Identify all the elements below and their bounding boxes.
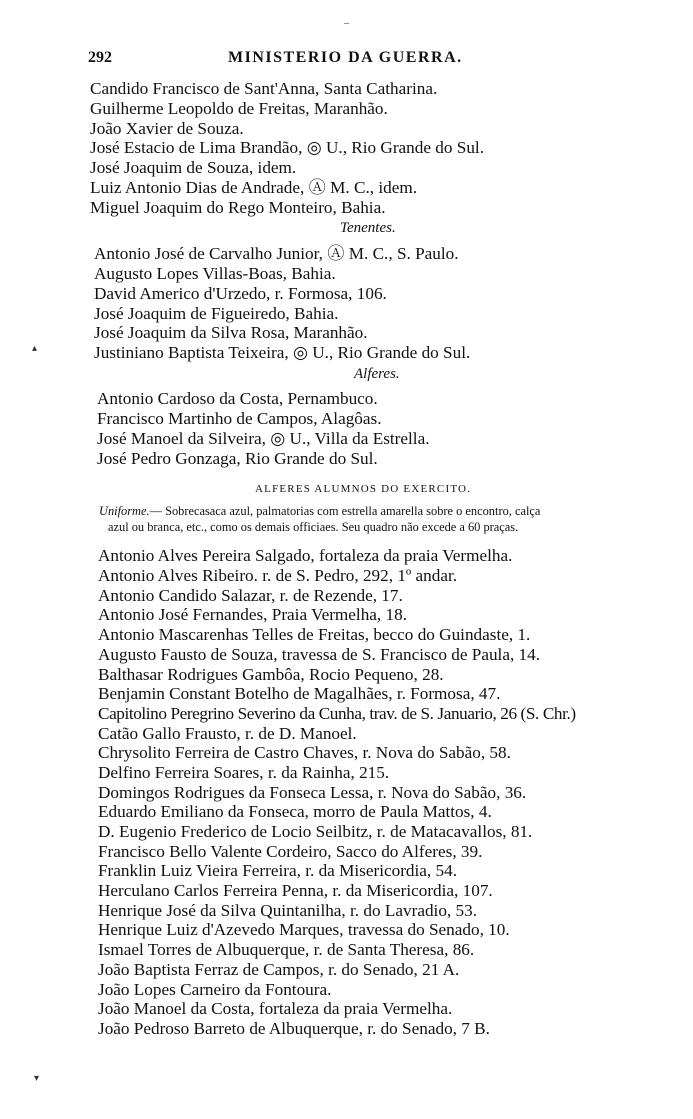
list-item: José Joaquim de Figueiredo, Bahia. — [94, 304, 339, 323]
section-heading-alferes: Alferes. — [354, 366, 400, 382]
list-item: José Manoel da Silveira, ◎ U., Villa da Estrella. — [97, 429, 430, 448]
section-heading-alumnos: ALFERES ALUMNOS DO EXERCITO. — [255, 483, 472, 495]
list-item: Eduardo Emiliano da Fonseca, morro de Paula Mattos, 4. — [98, 802, 492, 821]
page-number: 292 — [88, 49, 112, 66]
list-item: Antonio Candido Salazar, r. de Rezende, 17. — [98, 586, 403, 605]
list-item: João Pedroso Barreto de Albuquerque, r. do Senado, 7 B. — [98, 1019, 490, 1038]
list-item: Catão Gallo Frausto, r. de D. Manoel. — [98, 724, 357, 743]
list-item: José Joaquim de Souza, idem. — [90, 158, 297, 177]
list-item: João Manoel da Costa, fortaleza da praia Vermelha. — [98, 999, 453, 1018]
list-item: Francisco Martinho de Campos, Alagôas. — [97, 409, 382, 428]
section-heading-tenentes: Tenentes. — [340, 220, 396, 236]
page-header — [88, 49, 668, 71]
list-item: João Baptista Ferraz de Campos, r. do Senado, 21 A. — [98, 960, 460, 979]
list-item: Guilherme Leopoldo de Freitas, Maranhão. — [90, 99, 388, 118]
list-item: João Lopes Carneiro da Fontoura. — [98, 980, 332, 999]
list-item: Augusto Lopes Villas-Boas, Bahia. — [94, 264, 336, 283]
list-item: Antonio Alves Pereira Salgado, fortaleza da praia Vermelha. — [98, 546, 513, 565]
list-item: Miguel Joaquim do Rego Monteiro, Bahia. — [90, 198, 386, 217]
list-item: Henrique José da Silva Quintanilha, r. do Lavradio, 53. — [98, 901, 477, 920]
list-item: Herculano Carlos Ferreira Penna, r. da Misericordia, 107. — [98, 881, 493, 900]
list-item: Antonio Cardoso da Costa, Pernambuco. — [97, 389, 378, 408]
uniform-text-1: — Sobrecasaca azul, palmatorias com estrella amarella sobre o encontro, calça — [149, 504, 541, 518]
list-item: Antonio Mascarenhas Telles de Freitas, becco do Guindaste, 1. — [98, 625, 531, 644]
list-item: Justiniano Baptista Teixeira, ◎ U., Rio Grande do Sul. — [94, 343, 471, 362]
list-item: Luiz Antonio Dias de Andrade, Ⓐ M. C., idem. — [90, 178, 417, 197]
list-item: Antonio Alves Ribeiro. r. de S. Pedro, 292, 1º andar. — [98, 566, 458, 585]
list-item: David Americo d'Urzedo, r. Formosa, 106. — [94, 284, 387, 303]
list-item: Candido Francisco de Sant'Anna, Santa Catharina. — [90, 79, 438, 98]
list-item: José Joaquim da Silva Rosa, Maranhão. — [94, 323, 368, 342]
uniform-label: Uniforme. — [99, 504, 150, 518]
list-item: Francisco Bello Valente Cordeiro, Sacco do Alferes, 39. — [98, 842, 483, 861]
list-item: Augusto Fausto de Souza, travessa de S. Francisco de Paula, 14. — [98, 645, 541, 664]
list-item: Antonio José de Carvalho Junior, Ⓐ M. C., S. Paulo. — [94, 244, 459, 263]
print-mark: ▾ — [34, 1073, 40, 1084]
list-item: Benjamin Constant Botelho de Magalhães, r. Formosa, 47. — [98, 684, 501, 703]
list-item: Balthasar Rodrigues Gambôa, Rocio Pequeno, 28. — [98, 665, 444, 684]
list-item: José Pedro Gonzaga, Rio Grande do Sul. — [97, 449, 378, 468]
uniform-text-2: azul ou branca, etc., como os demais officiaes. Seu quadro não excede a 60 praças. — [108, 520, 519, 534]
print-mark: – — [344, 18, 349, 29]
running-title: MINISTERIO DA GUERRA. — [228, 49, 463, 66]
list-item: D. Eugenio Frederico de Locio Seilbitz, r. de Matacavallos, 81. — [98, 822, 533, 841]
list-item: Henrique Luiz d'Azevedo Marques, travessa do Senado, 10. — [98, 920, 510, 939]
print-mark: ▴ — [32, 343, 38, 354]
list-item: Delfino Ferreira Soares, r. da Rainha, 215. — [98, 763, 390, 782]
list-item: Domingos Rodrigues da Fonseca Lessa, r. Nova do Sabão, 36. — [98, 783, 527, 802]
list-item: Ismael Torres de Albuquerque, r. de Santa Theresa, 86. — [98, 940, 475, 959]
list-item: Antonio José Fernandes, Praia Vermelha, 18. — [98, 605, 407, 624]
list-item: Capitolino Peregrino Severino da Cunha, trav. de S. Januario, 26 (S. Chr.) — [98, 704, 576, 723]
uniform-note — [99, 503, 540, 519]
list-item: Franklin Luiz Vieira Ferreira, r. da Misericordia, 54. — [98, 861, 457, 880]
list-item: Chrysolito Ferreira de Castro Chaves, r. Nova do Sabão, 58. — [98, 743, 511, 762]
list-item: João Xavier de Souza. — [90, 119, 244, 138]
list-item: José Estacio de Lima Brandão, ◎ U., Rio Grande do Sul. — [90, 138, 485, 157]
